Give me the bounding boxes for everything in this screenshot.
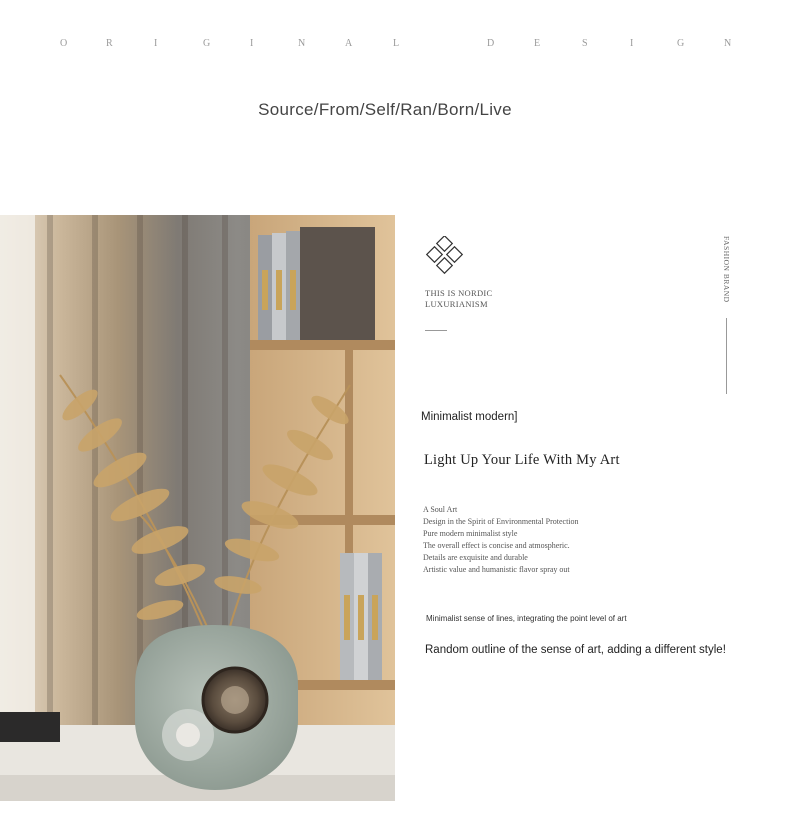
header-letter: L [393, 38, 400, 49]
header-letter: I [250, 38, 254, 49]
vase-photo-illustration [0, 215, 395, 801]
brand-tagline [425, 288, 492, 310]
header-original-design [0, 38, 790, 54]
feature-item: Pure modern minimalist style [423, 529, 518, 538]
header-letter: N [724, 38, 732, 49]
header-letter: I [630, 38, 634, 49]
fashion-brand-vertical: FASHION BRAND [722, 236, 731, 303]
header-letter: N [298, 38, 306, 49]
header-letter: D [487, 38, 495, 49]
header-letter: A [345, 38, 353, 49]
header-letter: G [203, 38, 211, 49]
header-letter: S [582, 38, 588, 49]
feature-item: The overall effect is concise and atmospheric. [423, 541, 570, 550]
random-outline-text: Random outline of the sense of art, adding a different style! [425, 644, 726, 656]
feature-item: Artistic value and humanistic flavor spray out [423, 565, 570, 574]
header-letter: E [534, 38, 541, 49]
headline: Light Up Your Life With My Art [424, 452, 620, 468]
short-divider [425, 330, 447, 331]
header-letter: I [154, 38, 158, 49]
diamond-logo-icon [424, 236, 466, 278]
tag-minimalist-modern: Minimalist modern] [421, 411, 518, 423]
lines-note: Minimalist sense of lines, integrating the point level of art [426, 614, 627, 623]
header-letter: O [60, 38, 68, 49]
header-letter: R [106, 38, 113, 49]
vertical-divider [726, 318, 727, 394]
feature-item: Details are exquisite and durable [423, 553, 528, 562]
brand-line-2: LUXURIANISM [425, 299, 488, 309]
feature-item: Design in the Spirit of Environmental Protection [423, 517, 579, 526]
feature-list [423, 504, 579, 576]
brand-line-1: THIS IS NORDIC [425, 288, 493, 298]
page-subtitle: Source/From/Self/Ran/Born/Live [258, 100, 512, 119]
product-photo [0, 215, 395, 801]
header-letter: G [677, 38, 685, 49]
feature-item: A Soul Art [423, 505, 458, 514]
